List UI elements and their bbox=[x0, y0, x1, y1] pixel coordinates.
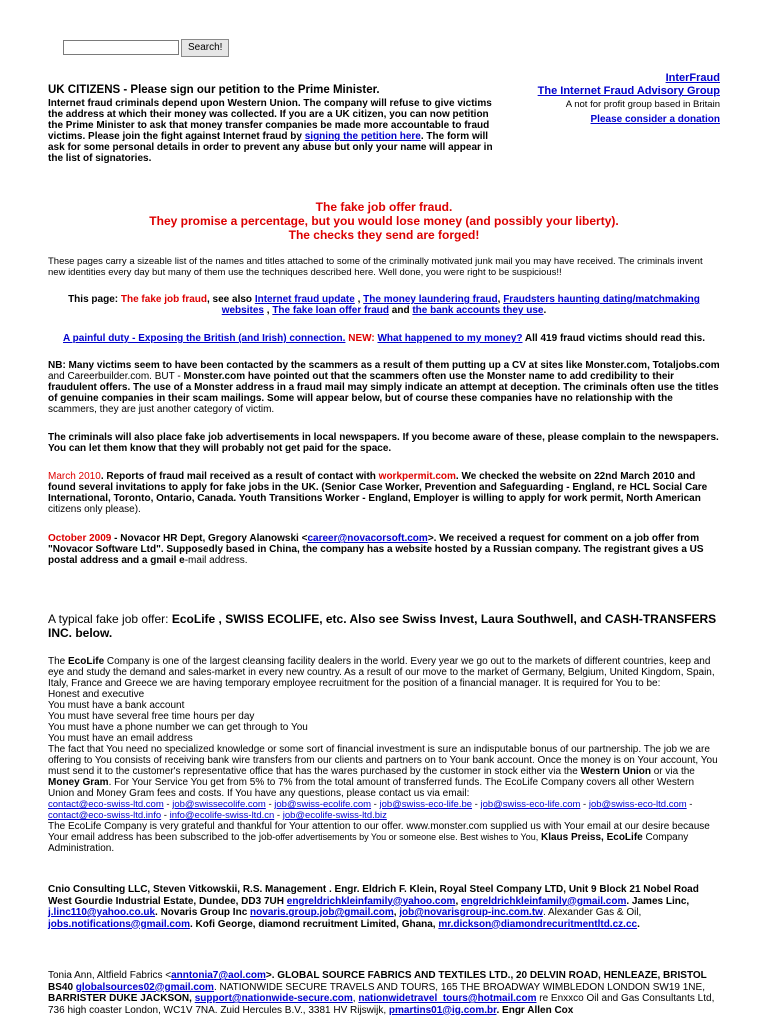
headline-line-3: The checks they send are forged! bbox=[288, 228, 480, 242]
nb-text-3: Monster.com have pointed out that the scammers often use the Monster name to add credibility to their fraudulent offers. The use of a Monster address in a fraud mail may simply indicate an attempt at deception. The criminals often use the titles of genuine companies in their scam mailings. Some will appear below, but of course these companies have no relationship with the bbox=[48, 371, 719, 404]
petition-section bbox=[48, 84, 503, 164]
scam-email-link[interactable]: j.linc110@yahoo.co.uk bbox=[48, 907, 156, 918]
ecolife-email[interactable]: job@swiss-eco-ltd.com bbox=[588, 799, 687, 810]
cnio-text-5: . Kofi George, diamond recruitment Limited, Ghana, bbox=[190, 918, 436, 930]
cnio-paragraph: Cnio Consulting LLC, Steven Vitkowskii, R.S. Management . Engr. Eldrich F. Klein, Royal Steel Company LTD, Unit 9 Block 21 Nobel Road West Gourdie Industrial Estate, Dundee, DD3 7UH engreldrichkleinfamily@yahoo.com, engreldrichkleinfamily@gmail.com. James Linc, j.linc110@yahoo.co.uk. Novaris Group Inc novaris.group.job@gmail.com, job@novarisgroup-inc.com.tw. Alexander Gas & Oil, jobs.notifications@gmail.com. Kofi George, diamond recruitment Limited, Ghana, mr.dickson@diamondrecuritmentltd.cz.cc. bbox=[48, 884, 699, 930]
ecolife-email[interactable]: job@swissecolife.com bbox=[172, 799, 266, 810]
petition-body: Internet fraud criminals depend upon Western Union. The company will refuse to give victims the address at which their money was collected. If you are a UK citizen, you can now petition the Prime Minister to ask that money transfer companies be made more accountable to fraud victims. Please join the fight against Internet fraud by bbox=[48, 98, 492, 142]
this-page-nav: This page: The fake job fraud, see also Internet fraud update , The money laundering fraud, Fraudsters haunting dating/matchmaking websites , The fake loan offer fraud and the bank accounts they use. bbox=[68, 294, 700, 316]
donation-link[interactable]: Please consider a donation bbox=[590, 114, 720, 125]
ecolife-email[interactable]: contact@eco-swiss-ltd.info bbox=[48, 810, 162, 821]
march-text-1: . Reports of fraud mail received as a result of contact with bbox=[100, 471, 376, 482]
british-connection-link[interactable]: A painful duty - Exposing the British (and Irish) connection. bbox=[63, 333, 346, 344]
typical-lead: A typical fake job offer: bbox=[48, 612, 169, 626]
bottom-text-5: re Enxxco Oil and Gas Consultants Ltd, 736 high coaster London, WC1V 7NA. Zuid Hercules B.V., 3381 HV Rijswijk, bbox=[48, 993, 715, 1016]
requirement-item: Honest and executive bbox=[48, 689, 145, 700]
cnio-text-4: . Alexander Gas & Oil, bbox=[542, 907, 642, 918]
requirement-item: You must have several free time hours per day bbox=[48, 711, 255, 722]
nav-link-dating[interactable]: Fraudsters haunting dating/matchmaking websites bbox=[221, 294, 700, 316]
nav-link-bank-accounts[interactable]: the bank accounts they use bbox=[412, 305, 544, 316]
workpermit-site: workpermit.com bbox=[378, 471, 456, 482]
ecolife-email[interactable]: info@ecolife-swiss-ltd.cn bbox=[169, 810, 275, 821]
nav-link-fake-loan[interactable]: The fake loan offer fraud bbox=[272, 305, 389, 316]
ecolife-text: The bbox=[48, 656, 66, 667]
bottom-text-6: . Engr Allen Cox bbox=[496, 1004, 574, 1016]
petition-body-end: . The form will ask for some personal details in order to prevent any abuse but only your name will appear in the list of signatories. bbox=[48, 131, 493, 164]
scam-email-link[interactable]: anntonia7@aol.com bbox=[171, 970, 266, 981]
scam-email-link[interactable]: novaris.group.job@gmail.com bbox=[250, 907, 394, 918]
march-text-2: . We checked the website on 22nd March 2010 and found several invitations to apply for fake jobs in the UK. (Senior Case Worker, Prevention and Safeguarding - England, re HCL Social Care International, Toronto, Ontario, Canada. Youth Transitions Worker - England, Employer is willing to apply for work permit, North American bbox=[48, 471, 708, 504]
western-union: Western Union bbox=[580, 766, 651, 777]
cnio-text-3: . Novaris Group Inc bbox=[155, 907, 248, 918]
search-button[interactable]: Search! bbox=[181, 39, 229, 57]
scam-email-link[interactable]: globalsources02@gmail.com bbox=[75, 981, 214, 993]
page-headline bbox=[100, 200, 668, 242]
newspapers-paragraph: The criminals will also place fake job advertisements in local newspapers. If you become aware of these, please complain to the newspapers. You can let them know that they will probably not get paid for the space. bbox=[48, 432, 719, 454]
interfraud-subtitle-link[interactable]: The Internet Fraud Advisory Group bbox=[537, 85, 720, 97]
october-text-1: - Novacor HR Dept, Gregory Alanowski < bbox=[114, 533, 308, 544]
nb-paragraph bbox=[48, 360, 720, 415]
see-also-label: , see also bbox=[207, 294, 253, 305]
ecolife-name: EcoLife bbox=[68, 656, 105, 667]
march-date: March 2010 bbox=[48, 471, 101, 482]
typical-offer-heading bbox=[48, 612, 720, 640]
nb-text-2: and Careerbuilder.com. BUT - bbox=[48, 371, 181, 382]
march-text-3: citizens only please). bbox=[48, 504, 141, 515]
ecolife-email[interactable]: contact@eco-swiss-ltd.com bbox=[48, 799, 164, 810]
nav-link-money-laundering[interactable]: The money laundering fraud bbox=[363, 294, 498, 305]
requirement-item: You must have a bank account bbox=[48, 700, 185, 711]
ecolife-signature: Klaus Preiss, EcoLife bbox=[541, 832, 643, 843]
bottom-text-3: . NATIONWIDE SECURE TRAVELS AND TOURS, 165 THE BROADWAY WIMBLEDON LONDON SW19 1NE, bbox=[213, 981, 705, 993]
ecolife-email[interactable]: job@swiss-eco-life.com bbox=[480, 799, 581, 810]
scam-email-link[interactable]: nationwidetravel_tours@hotmail.com bbox=[358, 993, 537, 1004]
what-happened-link[interactable]: What happened to my money? bbox=[377, 333, 523, 344]
october-text-3: -mail address. bbox=[184, 555, 248, 566]
ecolife-thanks: The EcoLife Company is very grateful and thankful for Your attention to our offer. www.monster.com supplied us with Your email at our desire because Your email address has been subscribed to the job bbox=[48, 821, 710, 843]
intro-text: These pages carry a sizeable list of the names and titles attached to some of the criminally motivated junk mail you may have received. The criminals invent new identities every day but many of them use the techniques described here. Well done, you were right to be suspicious!! bbox=[48, 256, 703, 278]
novacor-email-link[interactable]: career@novacorsoft.com bbox=[307, 533, 428, 544]
interfraud-box bbox=[498, 72, 720, 126]
bottom-paragraph: Tonia Ann, Altfield Fabrics <anntonia7@aol.com>. GLOBAL SOURCE FABRICS AND TEXTILES LTD., 20 DELVIN ROAD, HENLEAZE, BRISTOL BS40 globalsources02@gmail.com. NATIONWIDE SECURE TRAVELS AND TOURS, 165 THE BROADWAY WIMBLEDON LONDON SW19 1NE, BARRISTER DUKE JACKSON, support@nationwide-secure.com, nationwidetravel_tours@hotmail.com re Enxxco Oil and Gas Consultants Ltd, 736 high coaster London, WC1V 7NA. Zuid Hercules B.V., 3381 HV Rijswijk, pmartins01@ig.com.br. Engr Allen Cox bbox=[48, 970, 715, 1016]
ecolife-wishes: -offer advertisements by You or someone else. Best wishes to You, bbox=[272, 832, 539, 842]
interfraud-title-link[interactable]: InterFraud bbox=[665, 72, 720, 84]
nb-text-4: scammers, they are just another category of victim. bbox=[48, 404, 275, 415]
ecolife-intro: Company is one of the largest cleansing facility dealers in the world. Every year we go out to the markets of different countries, keep and eye and study the demand and sales-market in every new country. As a result of our move to the market of Germany, Belgium, United Kingdom, Spain, Italy, France and Greece we are having temporary employee recruitment for the position of a financial manager. It is required for You to be: bbox=[48, 656, 715, 689]
scam-email-link[interactable]: engreldrichkleinfamily@gmail.com bbox=[461, 895, 627, 907]
ecolife-job-text: The fact that You need no specialized knowledge or some sort of financial investment is sure an indisputable bonus of our partnership. The job we are offering to You consists of receiving bank wire transfers from our clients and partners on to Your bank account. Once the money is on Your account, You must send it to the customer's representative office that has the wares purchased by the customer in stock either via the bbox=[48, 744, 718, 777]
bottom-text-1: Tonia Ann, Altfield Fabrics < bbox=[48, 970, 172, 981]
ecolife-fees-text: . For Your Service You get from 5% to 7% from the total amount of transferred funds. The EcoLife Company covers all other Western Union and Money Gram fees and costs. If You have any questions, please contact us via email: bbox=[48, 777, 695, 799]
scam-email-link[interactable]: pmartins01@ig.com.br bbox=[388, 1004, 497, 1016]
nav-link-fraud-update[interactable]: Internet fraud update bbox=[254, 294, 355, 305]
ecolife-email[interactable]: job@swiss-ecolife.com bbox=[274, 799, 372, 810]
headline-line-1: The fake job offer fraud. bbox=[315, 200, 453, 214]
cnio-text-2: . James Linc, bbox=[626, 895, 690, 907]
requirement-item: You must have an email address bbox=[48, 733, 193, 744]
victims-note: All 419 fraud victims should read this. bbox=[524, 333, 705, 344]
interfraud-tagline: A not for profit group based in Britain bbox=[565, 99, 720, 110]
ecolife-email[interactable]: job@swiss-eco-life.be bbox=[379, 799, 473, 810]
money-gram: Money Gram bbox=[48, 777, 109, 788]
this-page-current: The fake job fraud bbox=[120, 294, 207, 305]
ecolife-email-list: contact@eco-swiss-ltd.com - job@swissecolife.com - job@swiss-ecolife.com - job@swiss-eco-life.be - job@swiss-eco-life.com - job@swiss-eco-ltd.com - contact@eco-swiss-ltd.info - info@ecolife-swiss-ltd.cn - job@ecolife-swiss-ltd.biz bbox=[48, 799, 693, 821]
scam-email-link[interactable]: support@nationwide-secure.com bbox=[194, 993, 353, 1004]
petition-link[interactable]: signing the petition here bbox=[304, 131, 421, 142]
this-page-label: This page: bbox=[68, 294, 119, 305]
typical-bold: EcoLife , SWISS ECOLIFE, etc. Also see Swiss Invest, Laura Southwell, and CASH-TRANSFERS INC. below. bbox=[48, 612, 717, 640]
search-input[interactable] bbox=[63, 40, 179, 55]
october-date: October 2009 bbox=[48, 533, 112, 544]
cnio-text-6: . bbox=[637, 918, 640, 930]
bottom-text-4: BARRISTER DUKE JACKSON, bbox=[48, 993, 192, 1004]
nb-text-1: NB: Many victims seem to have been contacted by the scammers as a result of them putting up a CV at sites like Monster.com, Totaljobs.com bbox=[48, 360, 720, 371]
bottom-text-2: >. GLOBAL SOURCE FABRICS AND TEXTILES LTD., 20 DELVIN ROAD, HENLEAZE, BRISTOL BS40 bbox=[48, 970, 707, 993]
petition-heading: UK CITIZENS - Please sign our petition to the Prime Minister. bbox=[48, 84, 380, 96]
scam-email-link[interactable]: jobs.notifications@gmail.com bbox=[48, 918, 190, 930]
requirement-item: You must have a phone number we can get through to You bbox=[48, 722, 308, 733]
ecolife-or-via: or via the bbox=[653, 766, 695, 777]
headline-line-2: They promise a percentage, but you would lose money (and possibly your liberty). bbox=[149, 214, 619, 228]
cnio-text-1: Cnio Consulting LLC, Steven Vitkowskii, R.S. Management . Engr. Eldrich F. Klein, Royal Steel Company LTD, Unit 9 Block 21 Nobel Road West Gourdie Industrial Estate, Dundee, DD3 7UH bbox=[48, 884, 699, 907]
march-2010-paragraph bbox=[48, 471, 720, 515]
new-label: NEW: bbox=[348, 333, 375, 344]
scam-email-link[interactable]: engreldrichkleinfamily@yahoo.com bbox=[286, 895, 456, 907]
ecolife-admin: Company Administration. bbox=[48, 832, 689, 854]
october-text-2: >. We received a request for comment on a job offer from "Novacor Software Ltd". Supposedly based in China, the company has a website hosted by a Russian company. The registrant gives a US postal address and a gmail e bbox=[48, 533, 704, 566]
ecolife-letter bbox=[48, 656, 720, 854]
scam-email-link[interactable]: job@novarisgroup-inc.com.tw bbox=[399, 907, 543, 918]
scam-email-link[interactable]: mr.dickson@diamondrecuritmentltd.cz.cc bbox=[438, 918, 638, 930]
october-2009-paragraph bbox=[48, 533, 720, 566]
ecolife-email[interactable]: job@ecolife-swiss-ltd.biz bbox=[282, 810, 387, 821]
painful-duty-line bbox=[48, 333, 720, 344]
